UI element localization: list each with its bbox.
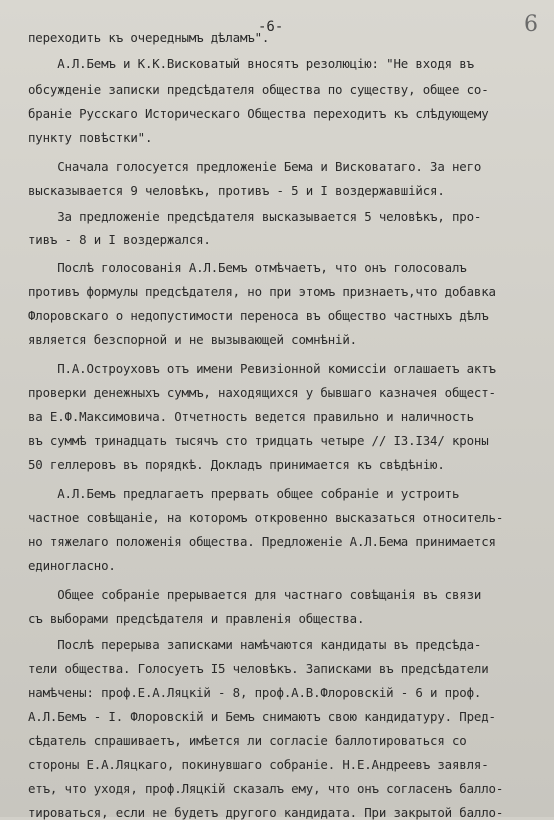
text-line: Общее собраніе прерывается для частнаго совѣщанія въ связи — [28, 587, 482, 602]
handwritten-page-mark: 6 — [524, 12, 538, 37]
text-line: проверки денежныхъ суммъ, находящихся у бывшаго казначея общест- — [28, 385, 496, 400]
text-line: противъ формулы предсѣдателя, но при этомъ признаетъ,что добавка — [28, 284, 496, 299]
text-line: браніе Русскаго Историческаго Общества переходитъ къ слѣдующему — [28, 106, 489, 121]
text-line: Сначала голосуется предложеніе Бема и Висковатаго. За него — [28, 159, 482, 174]
text-line: П.А.Остроуховъ отъ имени Ревизіонной комиссіи оглашаетъ актъ — [28, 361, 496, 376]
text-line: За предложеніе предсѣдателя высказывается 5 человѣкъ, про- — [28, 209, 482, 224]
text-line: переходить къ очереднымъ дѣламъ". — [28, 30, 270, 45]
text-line: А.Л.Бемъ и К.К.Висковатый вносятъ резолюцію: "Не входя въ — [28, 56, 474, 71]
text-line: но тяжелаго положенія общества. Предложеніе А.Л.Бема принимается — [28, 534, 496, 549]
text-line: частное совѣщаніе, на которомъ откровенно высказаться относитель- — [28, 510, 504, 525]
text-line: тивъ - 8 и I воздержался. — [28, 232, 211, 247]
text-line: пункту повѣстки". — [28, 130, 153, 145]
text-line: Послѣ голосованія А.Л.Бемъ отмѣчаетъ, что онъ голосовалъ — [28, 260, 467, 275]
text-line: 50 геллеровъ въ порядкѣ. Докладъ принимается къ свѣдѣнію. — [28, 457, 445, 472]
text-line: А.Л.Бемъ - I. Флоровскій и Бемъ снимаютъ свою кандидатуру. Пред- — [28, 709, 496, 724]
text-line: въ суммѣ тринадцать тысячъ сто тридцать четыре // I3.I34/ кроны — [28, 433, 489, 448]
text-line: ва Е.Ф.Максимовича. Отчетность ведется правильно и наличность — [28, 409, 474, 424]
page-number: -6- — [258, 19, 284, 35]
text-line: высказывается 9 человѣкъ, противъ - 5 и I воздержавшійся. — [28, 183, 445, 198]
text-line: А.Л.Бемъ предлагаетъ прервать общее собраніе и устроить — [28, 486, 460, 501]
text-line: тироваться, если не будетъ другого кандидата. При закрытой балло- — [28, 805, 504, 820]
text-line: Послѣ перерыва записками намѣчаются кандидаты въ предсѣда- — [28, 637, 482, 652]
text-line: стороны Е.А.Ляцкаго, покинувшаго собраніе. Н.Е.Андреевъ заявля- — [28, 757, 489, 772]
text-line: намѣчены: проф.Е.А.Ляцкій - 8, проф.А.В.Флоровскій - 6 и проф. — [28, 685, 482, 700]
text-line: является безспорной и не вызывающей сомнѣній. — [28, 332, 357, 347]
text-line: единогласно. — [28, 558, 116, 573]
text-line: съ выборами предсѣдателя и правленія общества. — [28, 611, 365, 626]
text-line: етъ, что уходя, проф.Ляцкій сказалъ ему, что онъ согласенъ балло- — [28, 781, 504, 796]
text-line: обсужденіе записки предсѣдателя общества по существу, общее со- — [28, 82, 489, 97]
text-line: тели общества. Голосуетъ I5 человѣкъ. Записками въ предсѣдатели — [28, 661, 489, 676]
text-line: сѣдатель спрашиваетъ, имѣется ли согласіе баллотироваться со — [28, 733, 467, 748]
text-line: Флоровскаго о недопустимости переноса въ общество частныхъ дѣлъ — [28, 308, 489, 323]
